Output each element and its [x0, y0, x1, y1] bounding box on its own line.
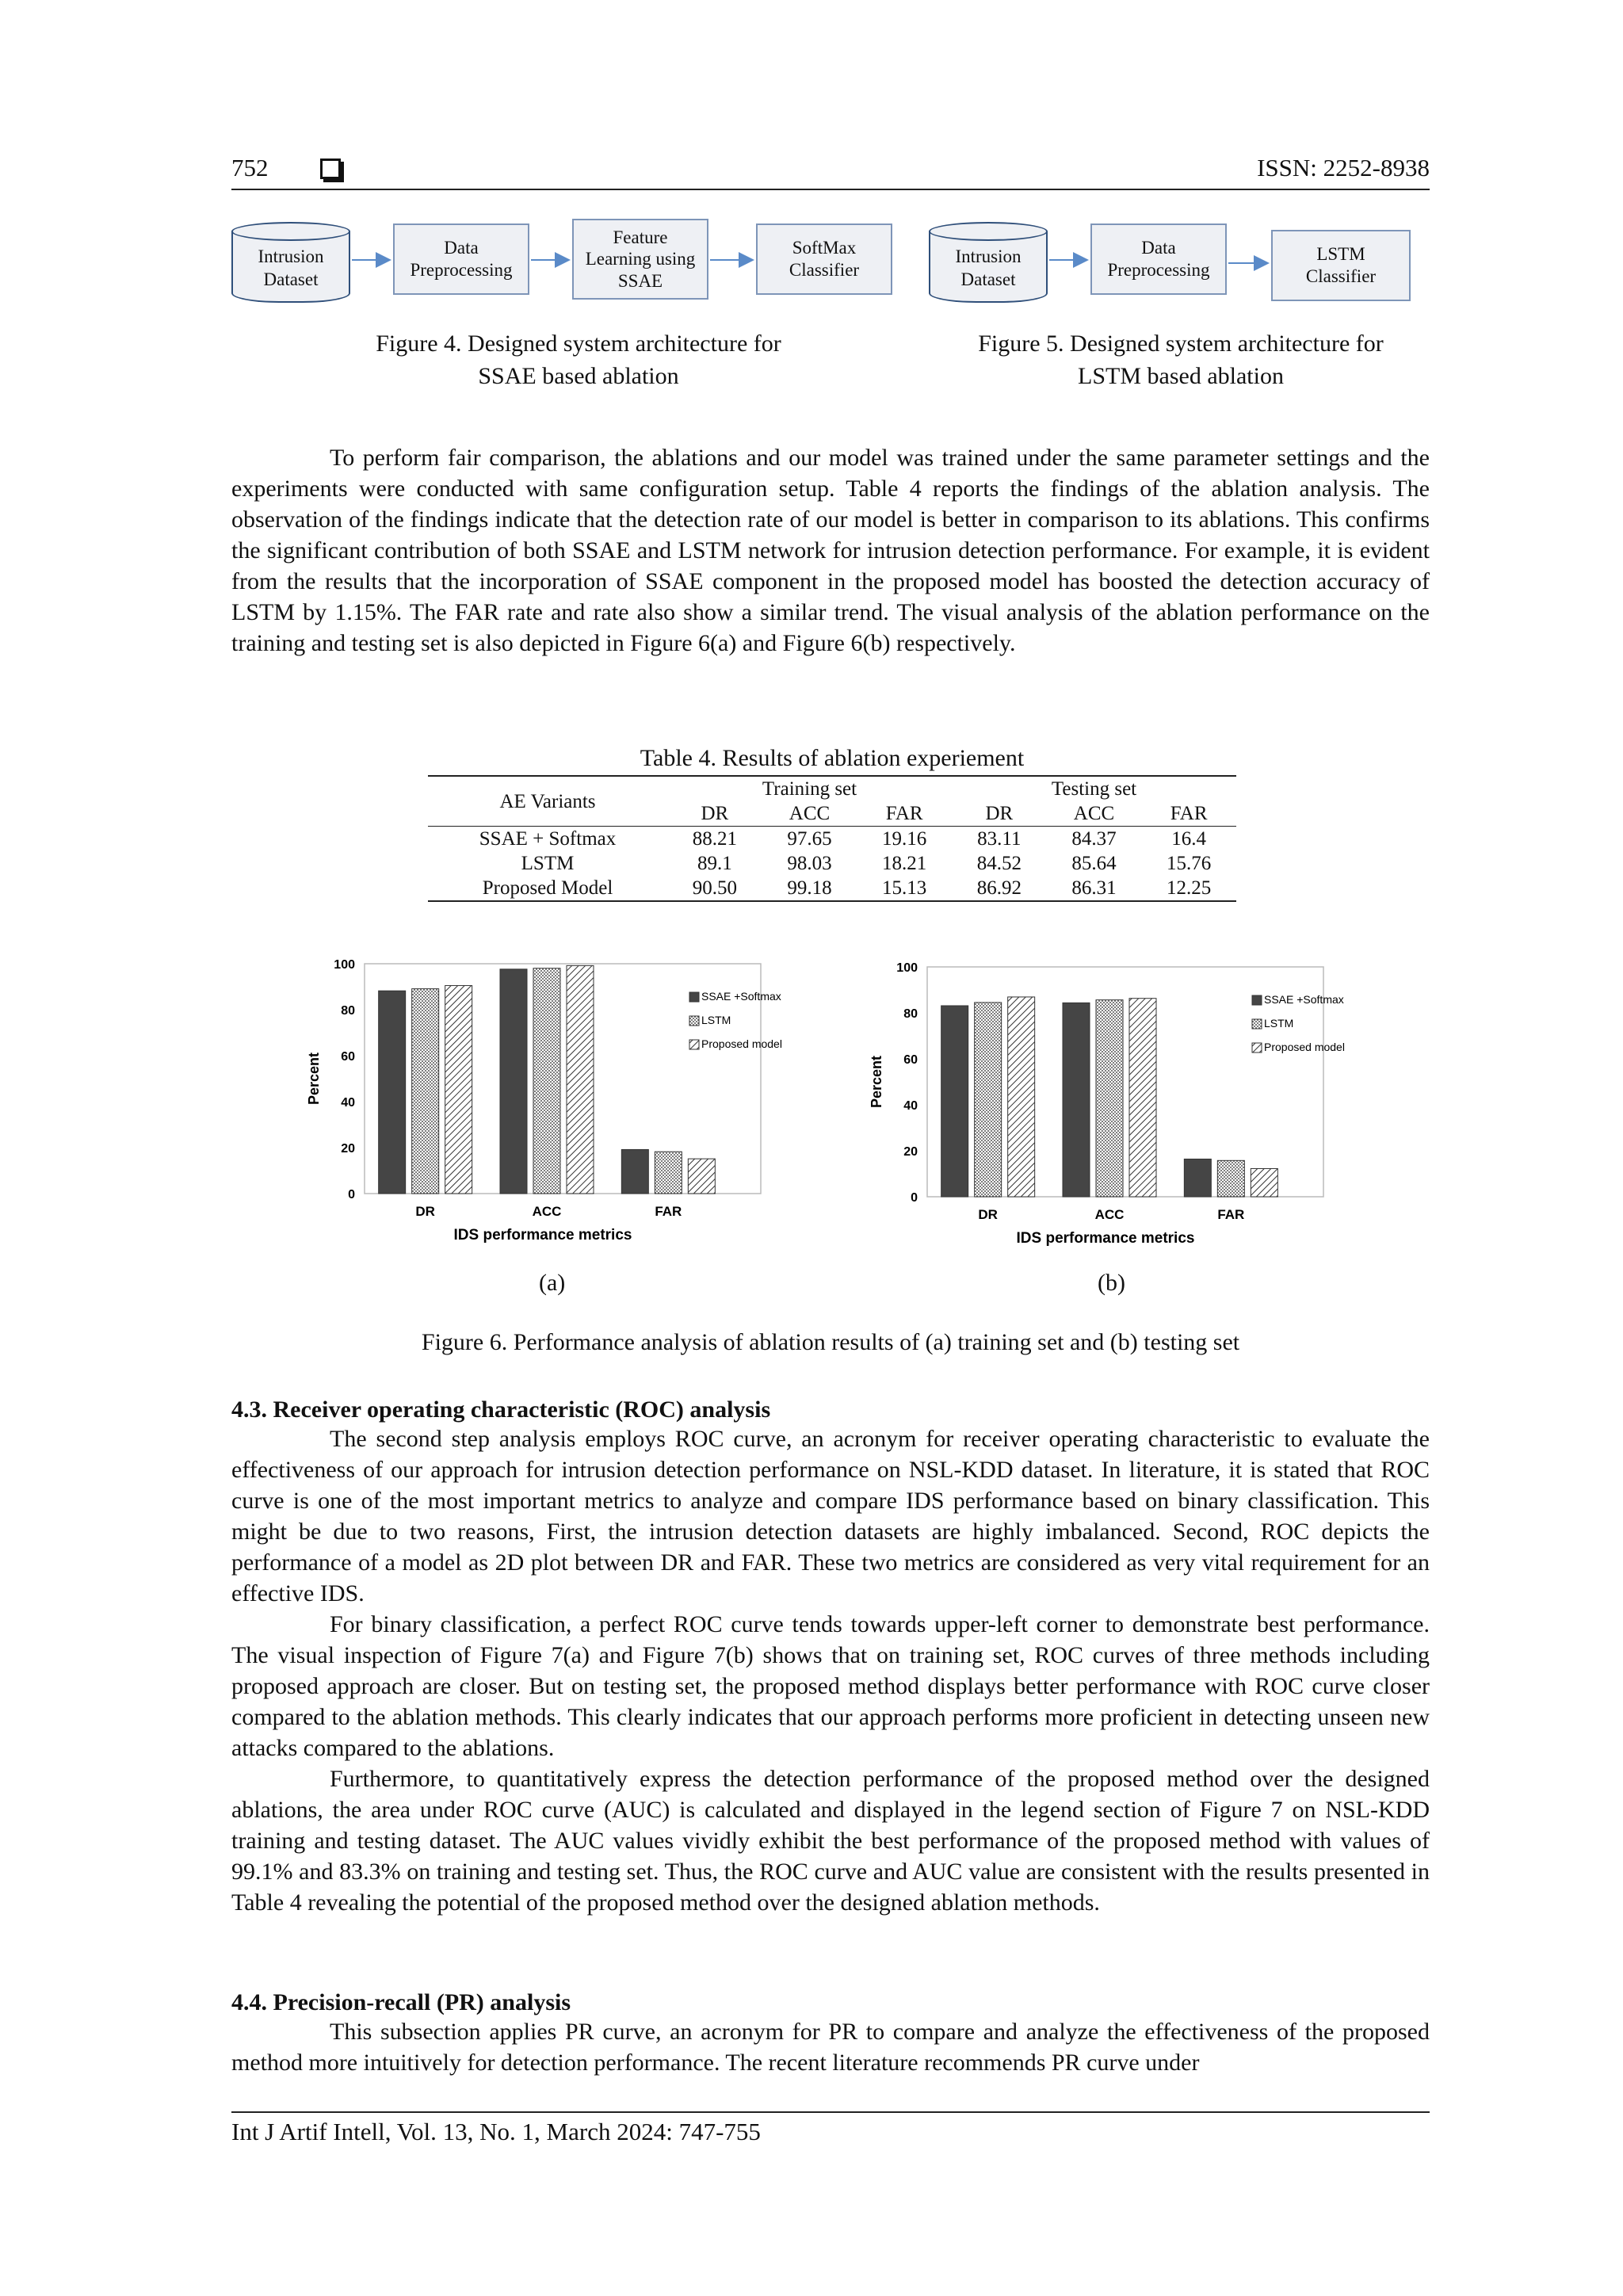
bar-chart-training [293, 948, 832, 1265]
bar [621, 1149, 648, 1194]
metric-header: ACC [789, 803, 831, 824]
table-4-title: Table 4. Results of ablation experiement [640, 745, 1025, 771]
bar [500, 969, 527, 1194]
y-tick-label: 80 [903, 1007, 918, 1021]
dataset-node: Intrusion Dataset [929, 222, 1048, 303]
metric-header: DR [701, 803, 729, 824]
section-4-3 [231, 1396, 1430, 1918]
legend-label: SSAE +Softmax [701, 990, 781, 1003]
preprocessing-node: Data Preprocessing [1090, 223, 1227, 295]
metric-header: DR [985, 803, 1014, 824]
bar [941, 1006, 968, 1197]
x-tick-label: DR [978, 1207, 998, 1222]
figure-4 [231, 219, 897, 306]
section-4-4 [231, 1989, 1430, 2078]
bar [975, 1003, 1002, 1197]
bar [445, 986, 472, 1194]
section-heading: 4.4. Precision-recall (PR) analysis [231, 1989, 571, 2015]
x-tick-label: DR [415, 1204, 435, 1219]
preprocessing-node: Data Preprocessing [393, 223, 529, 295]
y-tick-label: 100 [896, 961, 918, 975]
paragraph: This subsection applies PR curve, an acronym for PR to compare and analyze the effectiveness of the proposed method more intuitively for detection performance. The recent literature recommends PR curve under [231, 2019, 1430, 2076]
y-tick-label: 0 [348, 1188, 355, 1201]
fig4-arrows [231, 219, 897, 306]
legend-swatch [689, 1040, 699, 1049]
subfigure-label-a: (a) [539, 1270, 566, 1296]
figure-5-caption: Figure 5. Designed system architecture for LSTM based ablation [978, 330, 1384, 389]
x-tick-label: FAR [1217, 1207, 1245, 1222]
y-tick-label: 40 [341, 1096, 355, 1110]
bar-chart-testing [856, 951, 1395, 1268]
page-footer: Int J Artif Intell, Vol. 13, No. 1, March 2024: 747-755 [231, 2111, 1430, 2146]
page-number: 752 [231, 154, 269, 181]
metric-header: FAR [885, 803, 923, 824]
y-tick-label: 60 [341, 1050, 355, 1064]
legend-label: LSTM [701, 1014, 731, 1026]
figure-5 [929, 219, 1412, 306]
square-bullet-icon [320, 159, 341, 179]
dataset-node: Intrusion Dataset [231, 222, 350, 303]
figure-6-caption: Figure 6. Performance analysis of ablation results of (a) training set and (b) testing set [421, 1329, 1240, 1355]
page-header [231, 154, 1430, 190]
bar [1217, 1160, 1244, 1197]
legend-label: LSTM [1264, 1017, 1294, 1030]
bar [1184, 1159, 1211, 1197]
figure-4-caption: Figure 4. Designed system architecture for SSAE based ablation [376, 330, 781, 389]
paragraph: The second step analysis employs ROC curve, an acronym for receiver operating characteristic to evaluate the effectiveness of our approach for intrusion detection performance on NSL-KDD dataset. In literature, it is stated that ROC curve is one of the most important metrics to analyze and compare IDS performance based on binary classification. This might be due to two reasons, First, the intrusion detection datasets are highly imbalanced. Second, ROC depicts the performance of a model as 2D plot between DR and FAR. These two metrics are considered as very vital requirement for an effective IDS. [231, 1426, 1430, 1606]
y-tick-label: 20 [903, 1145, 918, 1159]
lstm-classifier-node: LSTM Classifier [1271, 230, 1411, 301]
legend-swatch [689, 1016, 699, 1026]
y-tick-label: 20 [341, 1142, 355, 1156]
bar [533, 968, 560, 1194]
paragraph: To perform fair comparison, the ablations and our model was trained under the same parameter settings and the experiments were conducted with same configuration setup. Table 4 reports the findings of the ablation analysis. The observation of the findings indicate that the detection rate of our model is better in comparison to its ablations. This confirms the significant contribution of both SSAE and LSTM network for intrusion detection performance. For example, it is evident from the results that the incorporation of SSAE component in the proposed model has boosted the detection accuracy of LSTM by 1.15%. The FAR rate and rate also show a similar trend. The visual analysis of the ablation performance on the training and testing set is also depicted in Figure 6(a) and Figure 6(b) respectively. [231, 445, 1430, 656]
softmax-classifier-node: SoftMax Classifier [756, 223, 892, 295]
legend-swatch [1252, 1019, 1262, 1029]
bar [412, 989, 439, 1194]
subfigure-label-b: (b) [1098, 1270, 1125, 1296]
group-header-training: Training set [762, 778, 857, 800]
bar [1008, 997, 1035, 1197]
metric-header: ACC [1073, 803, 1115, 824]
x-tick-label: ACC [1094, 1207, 1125, 1222]
bar [1063, 1003, 1090, 1197]
legend-swatch [1252, 995, 1262, 1005]
bar [567, 965, 594, 1194]
bar [655, 1152, 682, 1194]
body-text-1 [231, 442, 1430, 659]
legend-swatch [689, 992, 699, 1002]
paragraph: For binary classification, a perfect ROC curve tends towards upper-left corner to demonstrate best performance. The visual inspection of Figure 7(a) and Figure 7(b) shows that on training set, ROC curves of three methods including proposed approach are closer. But on testing set, the proposed method displays better performance with ROC curve closer compared to the ablation methods. This clearly indicates that our approach performs more proficient in detecting unseen new attacks compared to the ablations. [231, 1611, 1430, 1761]
metric-header: FAR [1170, 803, 1208, 824]
feature-learning-node: Feature Learning using SSAE [572, 219, 708, 300]
y-axis-label: Percent [869, 1055, 884, 1109]
table-row: LSTM 89.1 98.03 18.21 84.52 85.64 15.76 [521, 853, 1212, 874]
legend-label: Proposed model [1264, 1041, 1345, 1053]
results-table [428, 777, 1236, 900]
group-header-testing: Testing set [1051, 778, 1137, 800]
table-row: SSAE + Softmax 88.21 97.65 19.16 83.11 84.37 16.4 [479, 828, 1207, 850]
x-axis-label: IDS performance metrics [453, 1227, 632, 1244]
bar [379, 991, 406, 1194]
table-row: Proposed Model 90.50 99.18 15.13 86.92 86.31 12.25 [482, 877, 1212, 899]
y-tick-label: 40 [903, 1099, 918, 1113]
bar [688, 1159, 715, 1194]
y-tick-label: 80 [341, 1004, 355, 1018]
bar [1251, 1168, 1277, 1197]
x-tick-label: ACC [532, 1204, 562, 1219]
paragraph: Furthermore, to quantitatively express the detection performance of the proposed method over the designed ablations, the area under ROC curve (AUC) is calculated and displayed in the legend section of Figure 7 on NSL-KDD training and testing dataset. The AUC values vividly exhibit the best performance of the proposed method with values of 99.1% and 83.3% on training and testing set. Thus, the ROC curve and AUC value are consistent with the results presented in Table 4 revealing the potential of the proposed method over the designed ablation methods. [231, 1766, 1430, 1916]
fig5-arrows [929, 219, 1412, 306]
bar [1129, 999, 1156, 1197]
y-tick-label: 60 [903, 1053, 918, 1067]
x-tick-label: FAR [655, 1204, 682, 1219]
y-tick-label: 100 [334, 958, 355, 972]
bar [1096, 1000, 1123, 1197]
issn: ISSN: 2252-8938 [1257, 154, 1430, 181]
legend-label: SSAE +Softmax [1264, 993, 1344, 1006]
legend-swatch [1252, 1043, 1262, 1052]
table-4 [428, 775, 1236, 902]
y-tick-label: 0 [911, 1191, 918, 1205]
legend-label: Proposed model [701, 1037, 782, 1050]
x-axis-label: IDS performance metrics [1016, 1230, 1195, 1247]
col-header-variant: AE Variants [428, 777, 667, 827]
section-heading: 4.3. Receiver operating characteristic (ROC) analysis [231, 1396, 771, 1423]
y-axis-label: Percent [306, 1052, 322, 1106]
